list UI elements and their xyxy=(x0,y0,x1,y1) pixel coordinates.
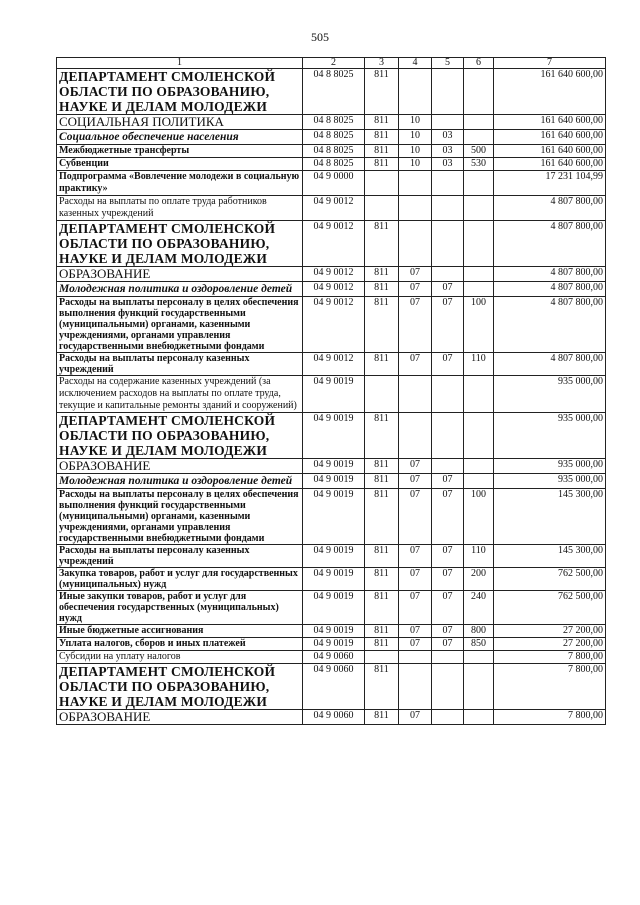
table-row xyxy=(57,591,606,625)
row-name-cell: ДЕПАРТАМЕНТ СМОЛЕНСКОЙ ОБЛАСТИ ПО ОБРАЗОВАНИЮ, НАУКЕ И ДЕЛАМ МОЛОДЕЖИ xyxy=(57,221,303,267)
row-name-cell: Молодежная политика и оздоровление детей xyxy=(57,282,303,297)
row-amount-cell: 17 231 104,99 xyxy=(494,171,606,196)
row-target-article-cell: 04 9 0019 xyxy=(303,413,365,459)
row-subsection-cell: 03 xyxy=(432,158,464,171)
row-name-cell: Расходы на содержание казенных учреждений (за исключением расходов на выплаты по оплате труда, текущие и капитальные ремонты зданий и сооружений) xyxy=(57,376,303,413)
header-col-3: 3 xyxy=(365,58,399,69)
row-section-cell xyxy=(399,413,432,459)
header-col-1: 1 xyxy=(57,58,303,69)
row-grbs-cell: 811 xyxy=(365,267,399,282)
row-name-cell: Молодежная политика и оздоровление детей xyxy=(57,474,303,489)
table-row xyxy=(57,158,606,171)
row-name-cell: Расходы на выплаты персоналу в целях обеспечения выполнения функций государственными (муниципальными) органами, казенными учреждениями, органами управления государственными внебюджетными фондами xyxy=(57,297,303,353)
row-target-article-cell: 04 9 0012 xyxy=(303,297,365,353)
row-section-cell: 07 xyxy=(399,638,432,651)
row-subsection-cell: 07 xyxy=(432,297,464,353)
row-target-article-cell: 04 9 0060 xyxy=(303,651,365,664)
row-expense-type-cell xyxy=(464,282,494,297)
row-grbs-cell: 811 xyxy=(365,638,399,651)
row-name-cell: Подпрограмма «Вовлечение молодежи в социальную практику» xyxy=(57,171,303,196)
row-expense-type-cell xyxy=(464,221,494,267)
row-name-cell: Расходы на выплаты персоналу казенных учреждений xyxy=(57,545,303,568)
row-target-article-cell: 04 9 0019 xyxy=(303,545,365,568)
row-subsection-cell: 03 xyxy=(432,130,464,145)
row-name-cell: Субсидии на уплату налогов xyxy=(57,651,303,664)
table-row xyxy=(57,376,606,413)
row-section-cell: 10 xyxy=(399,145,432,158)
row-expense-type-cell: 100 xyxy=(464,489,494,545)
table-row xyxy=(57,282,606,297)
table-row xyxy=(57,413,606,459)
row-name-cell: ОБРАЗОВАНИЕ xyxy=(57,459,303,474)
table-row xyxy=(57,69,606,115)
row-expense-type-cell: 240 xyxy=(464,591,494,625)
header-col-6: 6 xyxy=(464,58,494,69)
table-row xyxy=(57,221,606,267)
row-section-cell: 07 xyxy=(399,710,432,725)
row-amount-cell: 935 000,00 xyxy=(494,459,606,474)
row-expense-type-cell xyxy=(464,651,494,664)
row-grbs-cell: 811 xyxy=(365,664,399,710)
row-target-article-cell: 04 9 0019 xyxy=(303,591,365,625)
row-expense-type-cell xyxy=(464,196,494,221)
row-grbs-cell xyxy=(365,376,399,413)
table-row xyxy=(57,115,606,130)
row-amount-cell: 935 000,00 xyxy=(494,413,606,459)
row-section-cell: 07 xyxy=(399,545,432,568)
row-target-article-cell: 04 9 0019 xyxy=(303,625,365,638)
row-subsection-cell xyxy=(432,651,464,664)
row-section-cell: 10 xyxy=(399,158,432,171)
table-row xyxy=(57,267,606,282)
row-amount-cell: 145 300,00 xyxy=(494,545,606,568)
row-target-article-cell: 04 9 0012 xyxy=(303,267,365,282)
row-section-cell xyxy=(399,651,432,664)
row-grbs-cell: 811 xyxy=(365,710,399,725)
page-number: 505 xyxy=(311,30,329,44)
header-col-5: 5 xyxy=(432,58,464,69)
header-col-4: 4 xyxy=(399,58,432,69)
row-grbs-cell: 811 xyxy=(365,545,399,568)
table-row xyxy=(57,353,606,376)
row-amount-cell: 935 000,00 xyxy=(494,474,606,489)
row-expense-type-cell xyxy=(464,474,494,489)
row-amount-cell: 161 640 600,00 xyxy=(494,115,606,130)
row-subsection-cell: 03 xyxy=(432,145,464,158)
row-amount-cell: 762 500,00 xyxy=(494,591,606,625)
row-expense-type-cell: 100 xyxy=(464,297,494,353)
row-name-cell: Расходы на выплаты по оплате труда работников казенных учреждений xyxy=(57,196,303,221)
row-section-cell xyxy=(399,69,432,115)
row-grbs-cell xyxy=(365,651,399,664)
header-row xyxy=(57,58,606,69)
row-expense-type-cell xyxy=(464,171,494,196)
row-expense-type-cell: 800 xyxy=(464,625,494,638)
row-expense-type-cell xyxy=(464,115,494,130)
row-grbs-cell xyxy=(365,196,399,221)
row-name-cell: СОЦИАЛЬНАЯ ПОЛИТИКА xyxy=(57,115,303,130)
row-name-cell: Социальное обеспечение населения xyxy=(57,130,303,145)
table-row xyxy=(57,130,606,145)
row-expense-type-cell xyxy=(464,267,494,282)
row-grbs-cell: 811 xyxy=(365,591,399,625)
row-target-article-cell: 04 9 0019 xyxy=(303,568,365,591)
table-row xyxy=(57,568,606,591)
row-grbs-cell: 811 xyxy=(365,413,399,459)
row-subsection-cell: 07 xyxy=(432,545,464,568)
row-grbs-cell: 811 xyxy=(365,353,399,376)
row-target-article-cell: 04 9 0012 xyxy=(303,353,365,376)
row-name-cell: ДЕПАРТАМЕНТ СМОЛЕНСКОЙ ОБЛАСТИ ПО ОБРАЗОВАНИЮ, НАУКЕ И ДЕЛАМ МОЛОДЕЖИ xyxy=(57,664,303,710)
row-grbs-cell: 811 xyxy=(365,297,399,353)
header-col-2: 2 xyxy=(303,58,365,69)
row-section-cell: 07 xyxy=(399,474,432,489)
row-amount-cell: 762 500,00 xyxy=(494,568,606,591)
row-amount-cell: 161 640 600,00 xyxy=(494,158,606,171)
table-row xyxy=(57,297,606,353)
row-amount-cell: 7 800,00 xyxy=(494,710,606,725)
row-subsection-cell: 07 xyxy=(432,638,464,651)
row-grbs-cell: 811 xyxy=(365,69,399,115)
row-grbs-cell: 811 xyxy=(365,568,399,591)
row-section-cell: 10 xyxy=(399,130,432,145)
table-row xyxy=(57,625,606,638)
row-expense-type-cell xyxy=(464,376,494,413)
row-amount-cell: 161 640 600,00 xyxy=(494,145,606,158)
budget-table xyxy=(56,57,606,725)
row-target-article-cell: 04 8 8025 xyxy=(303,115,365,130)
row-amount-cell: 145 300,00 xyxy=(494,489,606,545)
row-amount-cell: 4 807 800,00 xyxy=(494,267,606,282)
row-section-cell: 07 xyxy=(399,568,432,591)
row-amount-cell: 4 807 800,00 xyxy=(494,221,606,267)
row-expense-type-cell: 110 xyxy=(464,353,494,376)
row-section-cell: 07 xyxy=(399,591,432,625)
table-row xyxy=(57,638,606,651)
row-subsection-cell xyxy=(432,376,464,413)
row-section-cell: 10 xyxy=(399,115,432,130)
row-amount-cell: 7 800,00 xyxy=(494,651,606,664)
row-name-cell: ОБРАЗОВАНИЕ xyxy=(57,710,303,725)
row-amount-cell: 7 800,00 xyxy=(494,664,606,710)
row-amount-cell: 4 807 800,00 xyxy=(494,196,606,221)
row-grbs-cell: 811 xyxy=(365,474,399,489)
row-target-article-cell: 04 9 0000 xyxy=(303,171,365,196)
row-target-article-cell: 04 9 0060 xyxy=(303,664,365,710)
row-expense-type-cell: 200 xyxy=(464,568,494,591)
row-subsection-cell: 07 xyxy=(432,625,464,638)
row-target-article-cell: 04 8 8025 xyxy=(303,145,365,158)
table-row xyxy=(57,171,606,196)
row-expense-type-cell xyxy=(464,710,494,725)
row-name-cell: Иные закупки товаров, работ и услуг для обеспечения государственных (муниципальных) нужд xyxy=(57,591,303,625)
row-subsection-cell: 07 xyxy=(432,489,464,545)
row-section-cell: 07 xyxy=(399,353,432,376)
row-target-article-cell: 04 9 0012 xyxy=(303,221,365,267)
row-subsection-cell xyxy=(432,267,464,282)
row-expense-type-cell: 850 xyxy=(464,638,494,651)
row-expense-type-cell xyxy=(464,664,494,710)
table-row xyxy=(57,459,606,474)
row-section-cell xyxy=(399,221,432,267)
row-section-cell: 07 xyxy=(399,282,432,297)
row-expense-type-cell xyxy=(464,69,494,115)
row-name-cell: Субвенции xyxy=(57,158,303,171)
row-grbs-cell xyxy=(365,171,399,196)
row-subsection-cell xyxy=(432,196,464,221)
row-expense-type-cell xyxy=(464,130,494,145)
row-section-cell: 07 xyxy=(399,625,432,638)
table-row xyxy=(57,489,606,545)
row-target-article-cell: 04 9 0019 xyxy=(303,474,365,489)
row-subsection-cell: 07 xyxy=(432,353,464,376)
row-expense-type-cell: 530 xyxy=(464,158,494,171)
row-target-article-cell: 04 9 0019 xyxy=(303,459,365,474)
row-expense-type-cell xyxy=(464,413,494,459)
row-grbs-cell: 811 xyxy=(365,145,399,158)
row-grbs-cell: 811 xyxy=(365,282,399,297)
row-subsection-cell: 07 xyxy=(432,568,464,591)
row-name-cell: ОБРАЗОВАНИЕ xyxy=(57,267,303,282)
row-section-cell: 07 xyxy=(399,267,432,282)
row-target-article-cell: 04 9 0019 xyxy=(303,489,365,545)
row-name-cell: Иные бюджетные ассигнования xyxy=(57,625,303,638)
row-amount-cell: 4 807 800,00 xyxy=(494,282,606,297)
row-subsection-cell xyxy=(432,69,464,115)
row-amount-cell: 935 000,00 xyxy=(494,376,606,413)
row-amount-cell: 4 807 800,00 xyxy=(494,353,606,376)
header-col-7: 7 xyxy=(494,58,606,69)
row-amount-cell: 161 640 600,00 xyxy=(494,69,606,115)
row-expense-type-cell: 500 xyxy=(464,145,494,158)
row-grbs-cell: 811 xyxy=(365,459,399,474)
row-grbs-cell: 811 xyxy=(365,115,399,130)
row-target-article-cell: 04 9 0019 xyxy=(303,376,365,413)
row-target-article-cell: 04 9 0012 xyxy=(303,282,365,297)
row-grbs-cell: 811 xyxy=(365,625,399,638)
row-expense-type-cell: 110 xyxy=(464,545,494,568)
row-subsection-cell xyxy=(432,221,464,267)
row-name-cell: Расходы на выплаты персоналу в целях обеспечения выполнения функций государственными (муниципальными) органами, казенными учреждениями, органами управления государственными внебюджетными фондами xyxy=(57,489,303,545)
table-row xyxy=(57,664,606,710)
row-target-article-cell: 04 9 0012 xyxy=(303,196,365,221)
row-amount-cell: 161 640 600,00 xyxy=(494,130,606,145)
row-amount-cell: 27 200,00 xyxy=(494,638,606,651)
row-name-cell: Расходы на выплаты персоналу казенных учреждений xyxy=(57,353,303,376)
row-target-article-cell: 04 8 8025 xyxy=(303,158,365,171)
row-grbs-cell: 811 xyxy=(365,221,399,267)
row-subsection-cell: 07 xyxy=(432,474,464,489)
row-target-article-cell: 04 9 0019 xyxy=(303,638,365,651)
row-name-cell: ДЕПАРТАМЕНТ СМОЛЕНСКОЙ ОБЛАСТИ ПО ОБРАЗОВАНИЮ, НАУКЕ И ДЕЛАМ МОЛОДЕЖИ xyxy=(57,69,303,115)
row-section-cell: 07 xyxy=(399,297,432,353)
row-subsection-cell: 07 xyxy=(432,591,464,625)
row-subsection-cell xyxy=(432,710,464,725)
row-amount-cell: 27 200,00 xyxy=(494,625,606,638)
table-row xyxy=(57,196,606,221)
row-subsection-cell xyxy=(432,171,464,196)
row-subsection-cell xyxy=(432,115,464,130)
row-name-cell: Закупка товаров, работ и услуг для государственных (муниципальных) нужд xyxy=(57,568,303,591)
row-name-cell: Уплата налогов, сборов и иных платежей xyxy=(57,638,303,651)
table-row xyxy=(57,545,606,568)
row-subsection-cell xyxy=(432,413,464,459)
row-section-cell xyxy=(399,171,432,196)
row-section-cell: 07 xyxy=(399,459,432,474)
row-section-cell xyxy=(399,196,432,221)
row-expense-type-cell xyxy=(464,459,494,474)
row-subsection-cell xyxy=(432,459,464,474)
table-row xyxy=(57,145,606,158)
row-section-cell: 07 xyxy=(399,489,432,545)
row-target-article-cell: 04 8 8025 xyxy=(303,130,365,145)
row-target-article-cell: 04 8 8025 xyxy=(303,69,365,115)
table-row xyxy=(57,474,606,489)
row-subsection-cell: 07 xyxy=(432,282,464,297)
table-row xyxy=(57,710,606,725)
row-name-cell: ДЕПАРТАМЕНТ СМОЛЕНСКОЙ ОБЛАСТИ ПО ОБРАЗОВАНИЮ, НАУКЕ И ДЕЛАМ МОЛОДЕЖИ xyxy=(57,413,303,459)
row-target-article-cell: 04 9 0060 xyxy=(303,710,365,725)
table-row xyxy=(57,651,606,664)
row-subsection-cell xyxy=(432,664,464,710)
row-grbs-cell: 811 xyxy=(365,158,399,171)
row-section-cell xyxy=(399,376,432,413)
row-section-cell xyxy=(399,664,432,710)
row-amount-cell: 4 807 800,00 xyxy=(494,297,606,353)
row-grbs-cell: 811 xyxy=(365,130,399,145)
row-grbs-cell: 811 xyxy=(365,489,399,545)
row-name-cell: Межбюджетные трансферты xyxy=(57,145,303,158)
